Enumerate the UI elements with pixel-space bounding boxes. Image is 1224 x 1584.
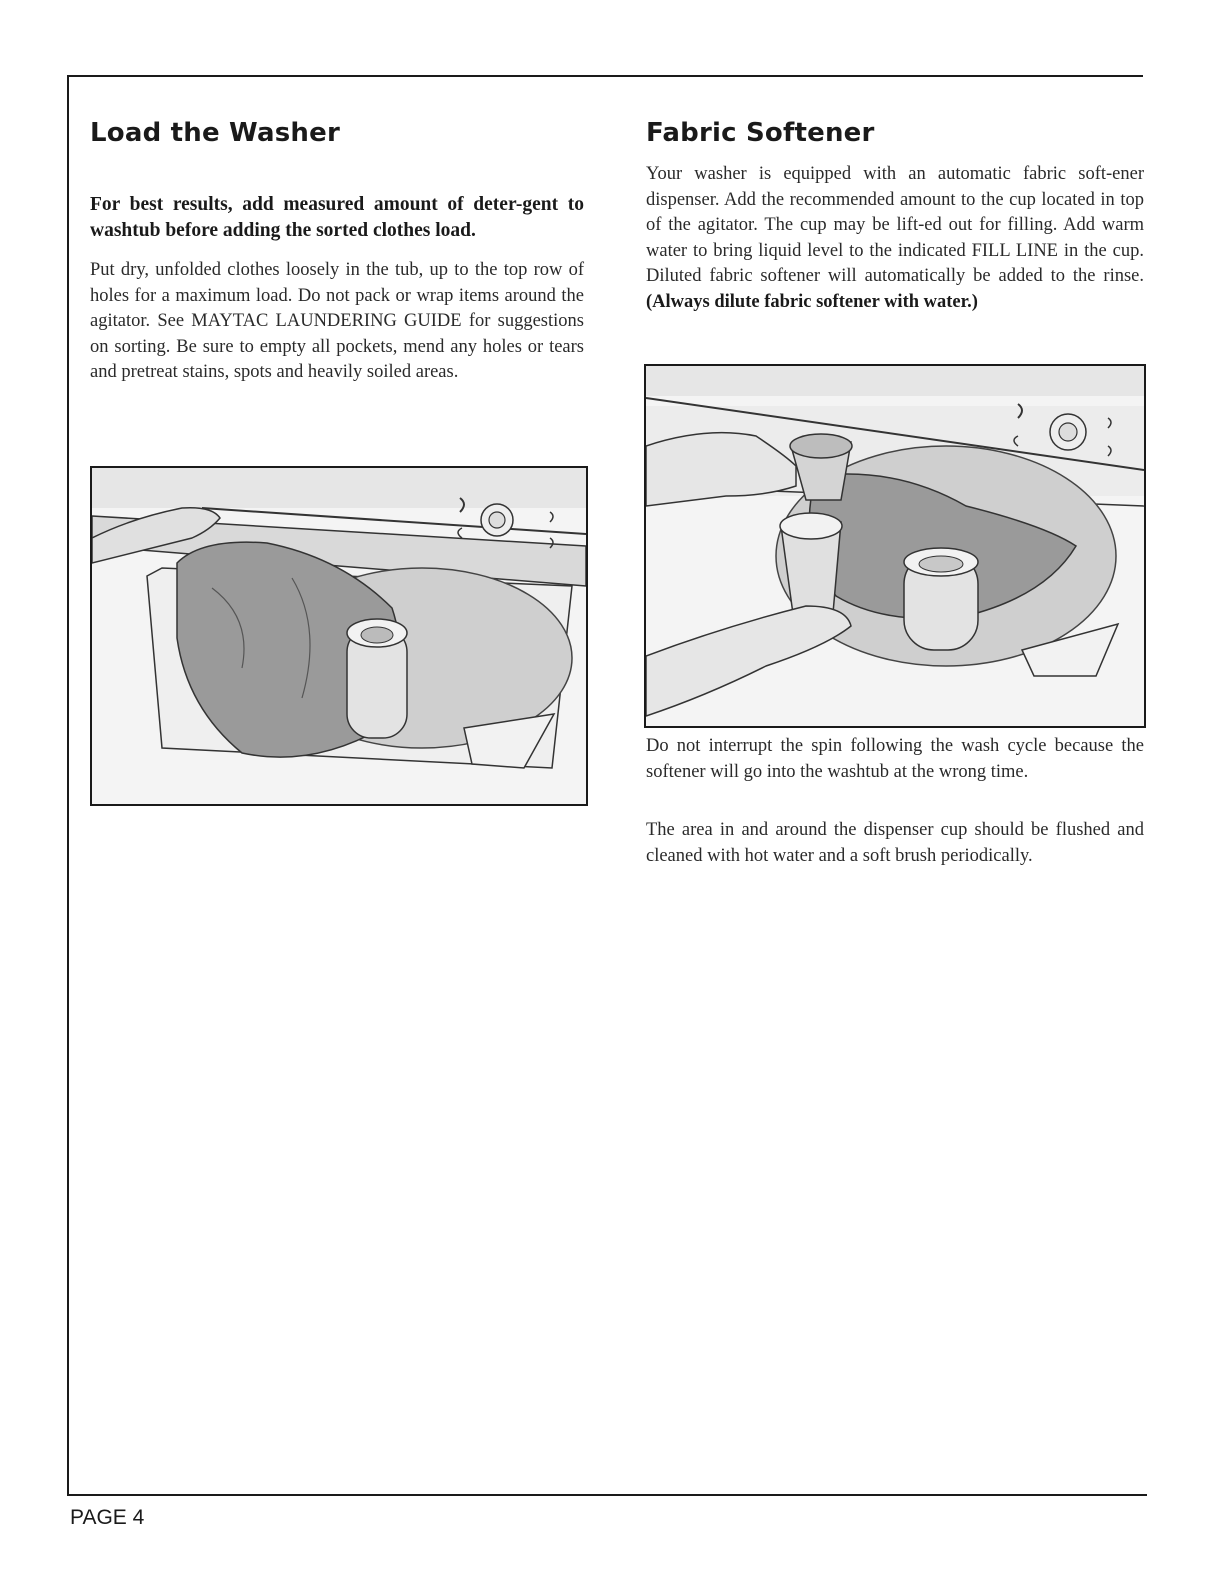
load-washer-illustration (90, 466, 588, 806)
load-washer-heading: Load the Washer (90, 118, 340, 148)
fabric-softener-section (646, 118, 1144, 315)
spin-warning-text: Do not interrupt the spin following the wash cycle because the softener will go into the washtub at the wrong time. (646, 736, 1144, 782)
cleaning-note-text: The area in and around the dispenser cup should be flushed and cleaned with hot water and a soft brush periodically. (646, 820, 1144, 866)
load-washer-lead: For best results, add measured amount of deter-gent to washtub before adding the sorted clothes load. (90, 194, 584, 241)
fabric-softener-illustration (644, 364, 1146, 728)
washer-loading-drawing (92, 468, 586, 804)
fabric-softener-body: Your washer is equipped with an automatic fabric soft-ener dispenser. Add the recommended amount to the cup located in top of the agitator. The cup may be lift-ed out for filling. Add warm water to bring liquid level to the indicated FILL LINE in the cup. Diluted fabric softener will automatically be added to the rinse. (646, 164, 1144, 286)
cleaning-note (646, 818, 1144, 869)
frame-top-rule (67, 75, 1143, 77)
fabric-softener-note: (Always dilute fabric softener with water.) (646, 291, 978, 312)
fabric-softener-heading: Fabric Softener (646, 118, 875, 148)
page-number: PAGE 4 (70, 1506, 145, 1529)
frame-left-rule (67, 75, 69, 1495)
spin-warning (646, 734, 1144, 785)
frame-bottom-rule (67, 1494, 1147, 1496)
fabric-softener-body-paragraph (646, 162, 1144, 315)
load-washer-body: Put dry, unfolded clothes loosely in the tub, up to the top row of holes for a maximum load. Do not pack or wrap items around the agitator. See MAYTAC LAUNDERING GUIDE for suggestions on sorting. Be sure to empty all pockets, mend any holes or tears and pretreat stains, spots and heavily soiled areas. (90, 260, 584, 382)
softener-dispenser-drawing (646, 366, 1144, 726)
load-washer-section (90, 118, 584, 386)
